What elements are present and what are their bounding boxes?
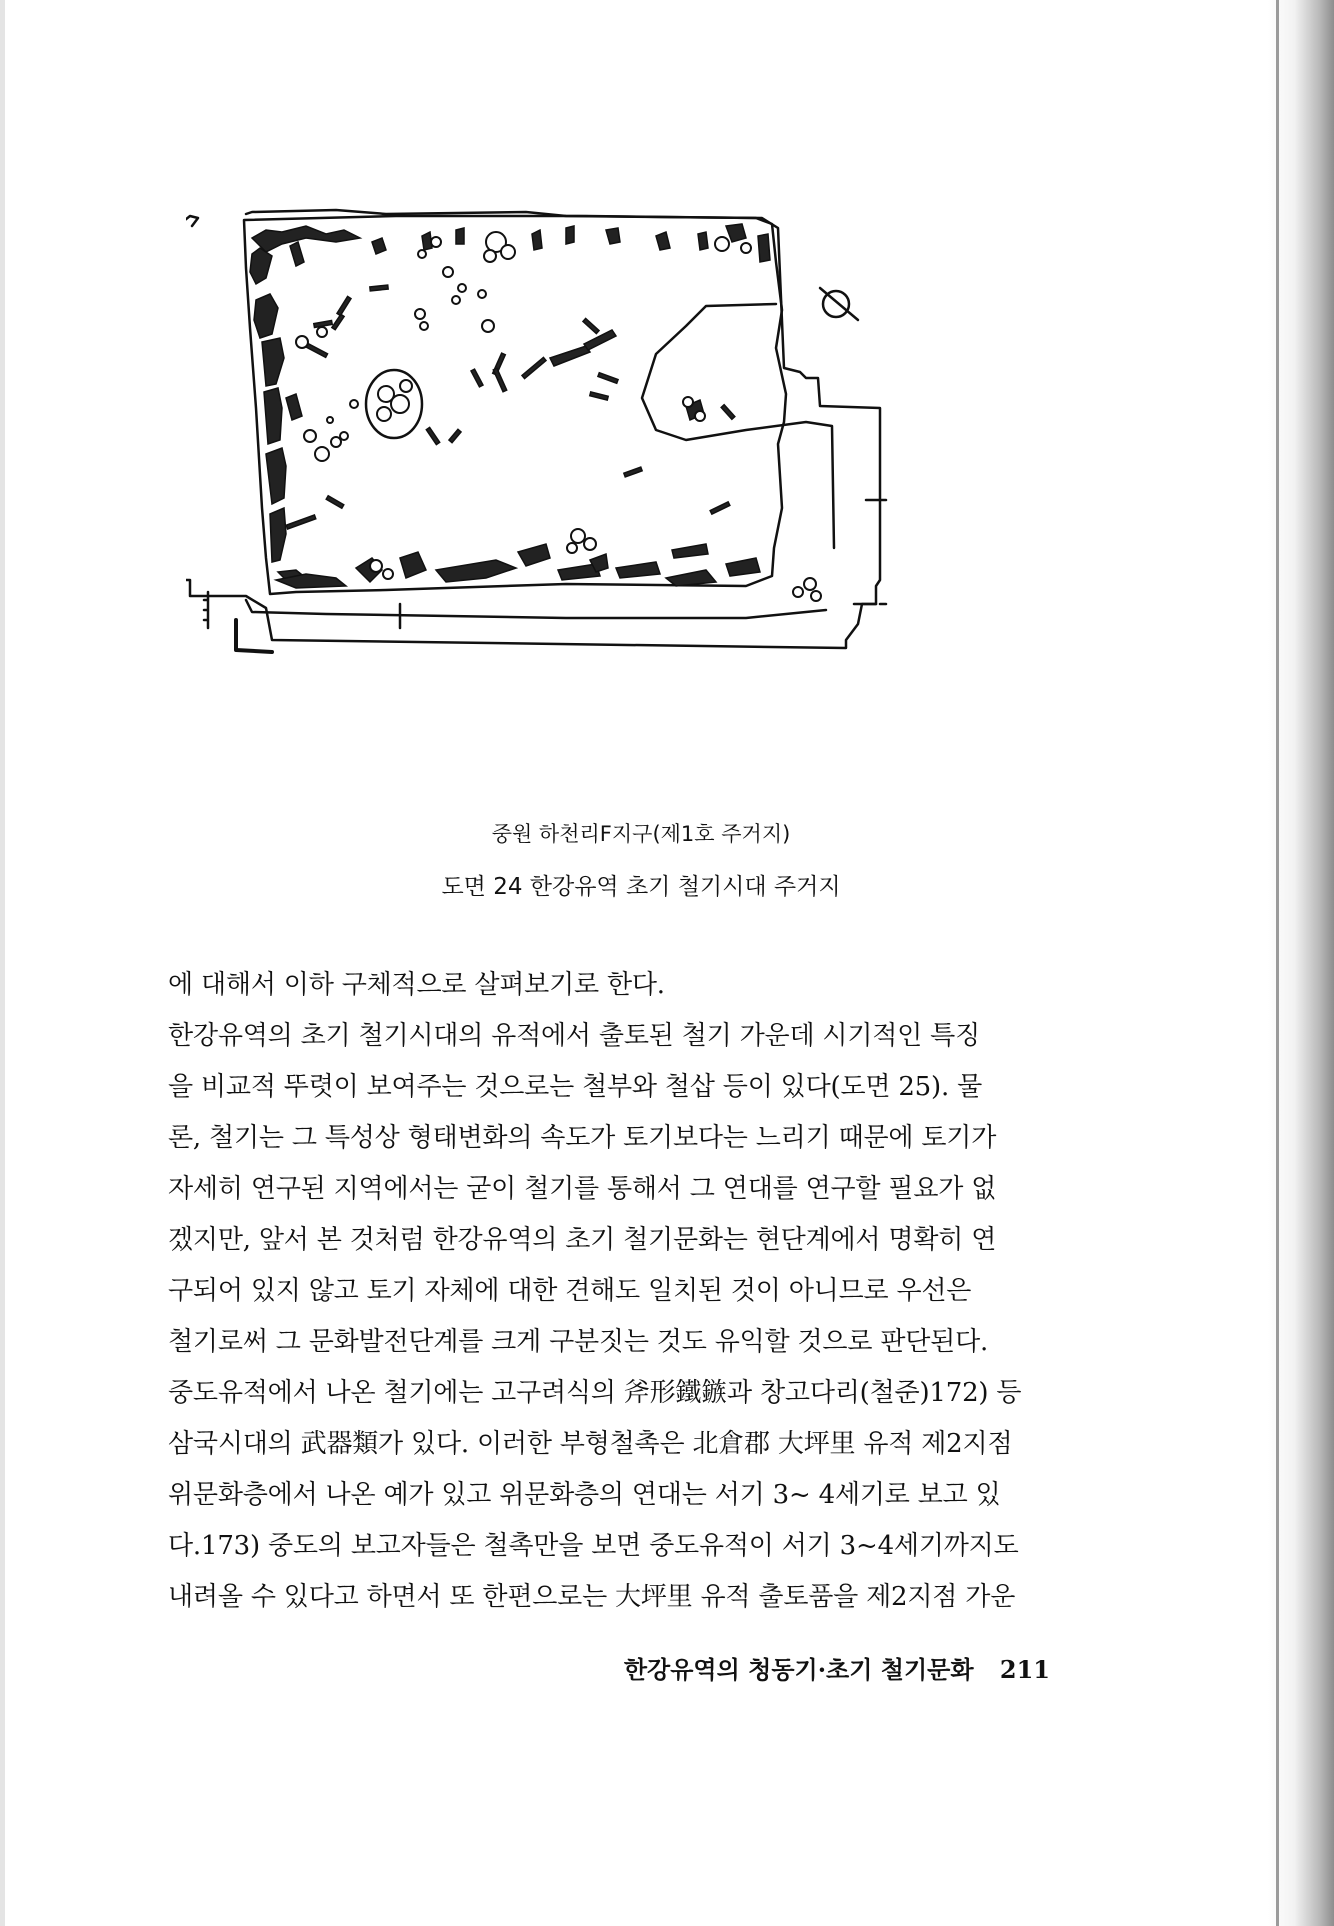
running-footer [560,1650,1050,1685]
body-line: 한강유역의 초기 철기시대의 유적에서 출토된 철기 가운데 시기적인 특징 [168,1021,980,1051]
body-line: 철기로써 그 문화발전단계를 크게 구분짓는 것도 유익할 것으로 판단된다. [168,1327,989,1357]
bottom-left-wall [236,620,272,652]
body-line: 내려올 수 있다고 하면서 또 한편으로는 大坪里 유적 출토품을 제2지점 가운 [168,1582,1016,1612]
body-line: 삼국시대의 武器類가 있다. 이러한 부형철촉은 北倉郡 大坪里 유적 제2지점 [168,1429,1013,1459]
page-left-edge [0,0,5,1926]
body-line: 다.173) 중도의 보고자들은 철촉만을 보면 중도유적이 서기 3~4세기까지도 [168,1531,1019,1561]
figure-caption: 도면 24 한강유역 초기 철기시대 주거지 [441,874,841,900]
pit-outline [244,216,786,594]
body-line: 을 비교적 뚜렷이 보여주는 것으로는 철부와 철삽 등이 있다(도면 25). 물 [168,1072,983,1102]
inner-partition-line [642,304,834,548]
scale-bar-bottom [204,592,208,628]
body-line: 론, 철기는 그 특성상 형태변화의 속도가 토기보다는 느리기 때문에 토기가 [168,1123,997,1153]
body-line: 위문화층에서 나온 예가 있고 위문화층의 연대는 서기 3~ 4세기로 보고 있 [168,1480,1001,1510]
north-arrow-line [820,288,858,320]
body-line: 에 대해서 이하 구체적으로 살펴보기로 한다. [168,970,665,1000]
body-line: 중도유적에서 나온 철기에는 고구려식의 斧形鐵鏃과 창고다리(철준)172) 등 [168,1378,1022,1408]
running-title: 한강유역의 청동기·초기 철기문화 [623,1655,974,1684]
corner-mark [186,216,198,226]
body-line: 겠지만, 앞서 본 것처럼 한강유역의 초기 철기문화는 현단계에서 명확히 연 [168,1225,997,1255]
site-plan-svg [186,208,1096,820]
terrace-line [246,600,826,618]
dwelling-site-plan-drawing [186,208,1096,820]
page-number: 211 [999,1655,1050,1684]
body-line: 구되어 있지 않고 토기 자체에 대한 견해도 일치된 것이 아니므로 우선은 [168,1276,972,1306]
page-edge-line [1276,0,1279,1926]
body-line: 자세히 연구된 지역에서는 굳이 철기를 통해서 그 연대를 연구할 필요가 없 [168,1174,997,1204]
figure-subcaption: 중원 하천리F지구(제1호 주거지) [491,822,791,846]
body-text [168,960,1088,1623]
